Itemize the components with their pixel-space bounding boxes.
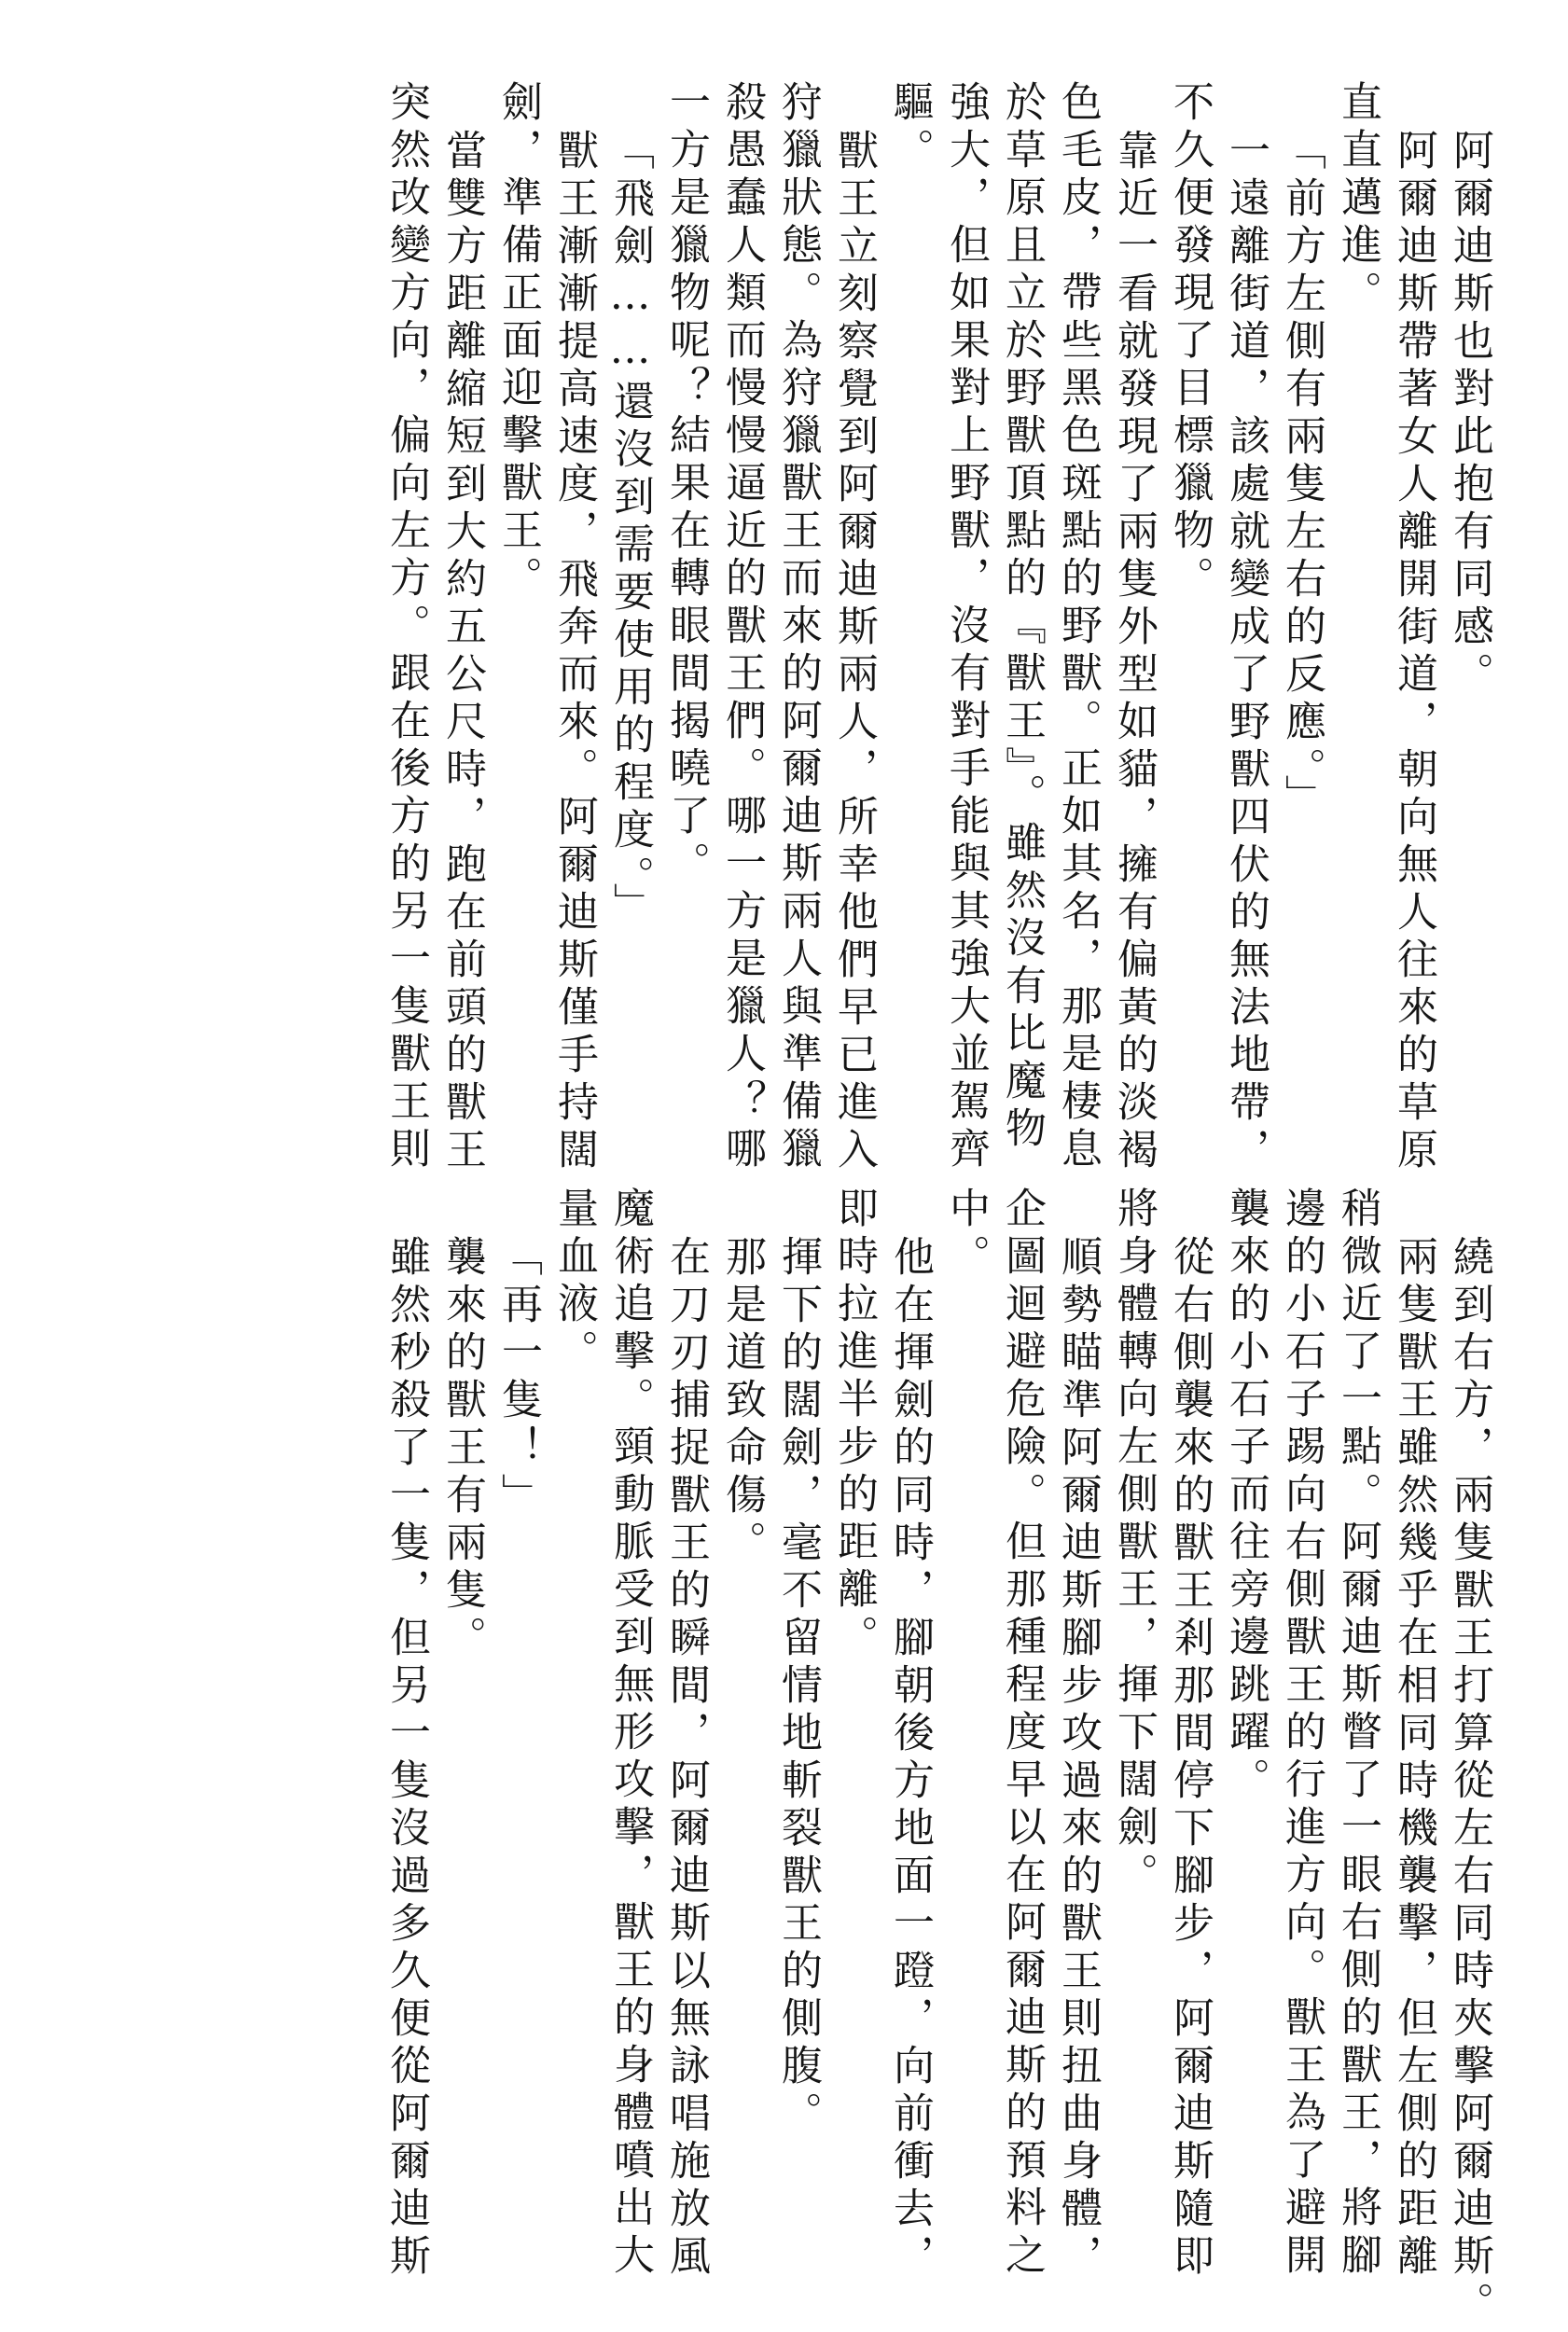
- text-column: 阿爾迪斯也對此抱有同感。: [1446, 129, 1493, 700]
- text-column: 順勢瞄準阿爾迪斯腳步攻過來的獸王則扭曲身體，: [1054, 1235, 1102, 2282]
- text-column: 「再一隻！」: [494, 1235, 542, 1520]
- text-column: 獸王立刻察覺到阿爾迪斯兩人，所幸他們早已進入: [830, 129, 878, 1175]
- text-column: 阿爾迪斯帶著女人離開街道，朝向無人往來的草原: [1390, 129, 1437, 1175]
- text-column: 強大，但如果對上野獸，沒有對手能與其強大並駕齊: [942, 80, 990, 1174]
- text-column: 即時拉進半步的距離。: [830, 1187, 878, 1662]
- text-column: 兩隻獸王雖然幾乎在相同時機襲擊，但左側的距離: [1390, 1235, 1437, 2282]
- text-column: 從右側襲來的獸王剎那間停下腳步，阿爾迪斯隨即: [1166, 1235, 1214, 2282]
- text-column: 企圖迴避危險。但那種程度早以在阿爾迪斯的預料之: [998, 1187, 1046, 2281]
- text-column: 靠近一看就發現了兩隻外型如貓，擁有偏黃的淡褐: [1110, 129, 1158, 1175]
- text-column: 將身體轉向左側獸王，揮下闊劍。: [1110, 1187, 1158, 1900]
- text-column: 「前方左側有兩隻左右的反應。」: [1278, 129, 1325, 822]
- text-column: 一遠離街道，該處就變成了野獸四伏的無法地帶，: [1222, 129, 1270, 1175]
- text-column: 驅。: [886, 80, 934, 175]
- text-column: 襲來的小石子而往旁邊跳躍。: [1222, 1187, 1270, 1805]
- text-column: 繞到右方，兩隻獸王打算從左右同時夾擊阿爾迪斯。: [1446, 1235, 1493, 2329]
- text-column: 稍微近了一點。阿爾迪斯瞥了一眼右側的獸王，將腳: [1334, 1187, 1381, 2281]
- text-column: 突然改變方向，偏向左方。跟在後方的另一隻獸王則: [382, 80, 430, 1174]
- text-column: 於草原且立於野獸頂點的『獸王』。雖然沒有比魔物: [998, 80, 1046, 1154]
- lower-text-block: [72, 1187, 1493, 2329]
- text-column: 直直邁進。: [1334, 80, 1381, 318]
- text-column: 在刀刃捕捉獸王的瞬間，阿爾迪斯以無詠唱施放風: [662, 1235, 710, 2282]
- text-column: 狩獵狀態。為狩獵獸王而來的阿爾迪斯兩人與準備獵: [774, 80, 822, 1174]
- upper-text-block: [72, 80, 1493, 1175]
- text-column: 劍，準備正面迎擊獸王。: [494, 80, 542, 604]
- text-column: 量血液。: [550, 1187, 598, 1377]
- text-column: 中。: [942, 1187, 990, 1282]
- text-column: 一方是獵物呢？結果在轉眼間揭曉了。: [662, 80, 710, 889]
- text-column: 不久便發現了目標獵物。: [1166, 80, 1214, 604]
- text-column: 色毛皮，帶些黑色斑點的野獸。正如其名，那是棲息: [1054, 80, 1102, 1174]
- text-column: 雖然秒殺了一隻，但另一隻沒過多久便從阿爾迪斯: [382, 1235, 430, 2282]
- text-column: 那是道致命傷。: [718, 1235, 766, 1568]
- text-column: 當雙方距離縮短到大約五公尺時，跑在前頭的獸王: [438, 129, 486, 1175]
- text-column: 他在揮劍的同時，腳朝後方地面一蹬，向前衝去，: [886, 1235, 934, 2282]
- text-column: 殺愚蠢人類而慢慢逼近的獸王們。哪一方是獵人？哪: [718, 80, 766, 1174]
- text-column: 獸王漸漸提高速度，飛奔而來。阿爾迪斯僅手持闊: [550, 129, 598, 1175]
- text-column: 「飛劍……還沒到需要使用的程度。」: [606, 129, 654, 930]
- text-column: 邊的小石子踢向右側獸王的行進方向。獸王為了避開: [1278, 1187, 1325, 2281]
- text-column: 魔術追擊。頸動脈受到無形攻擊，獸王的身體噴出大: [606, 1187, 654, 2281]
- text-column: 襲來的獸王有兩隻。: [438, 1235, 486, 1663]
- text-column: 揮下的闊劍，毫不留情地斬裂獸王的側腹。: [774, 1235, 822, 2139]
